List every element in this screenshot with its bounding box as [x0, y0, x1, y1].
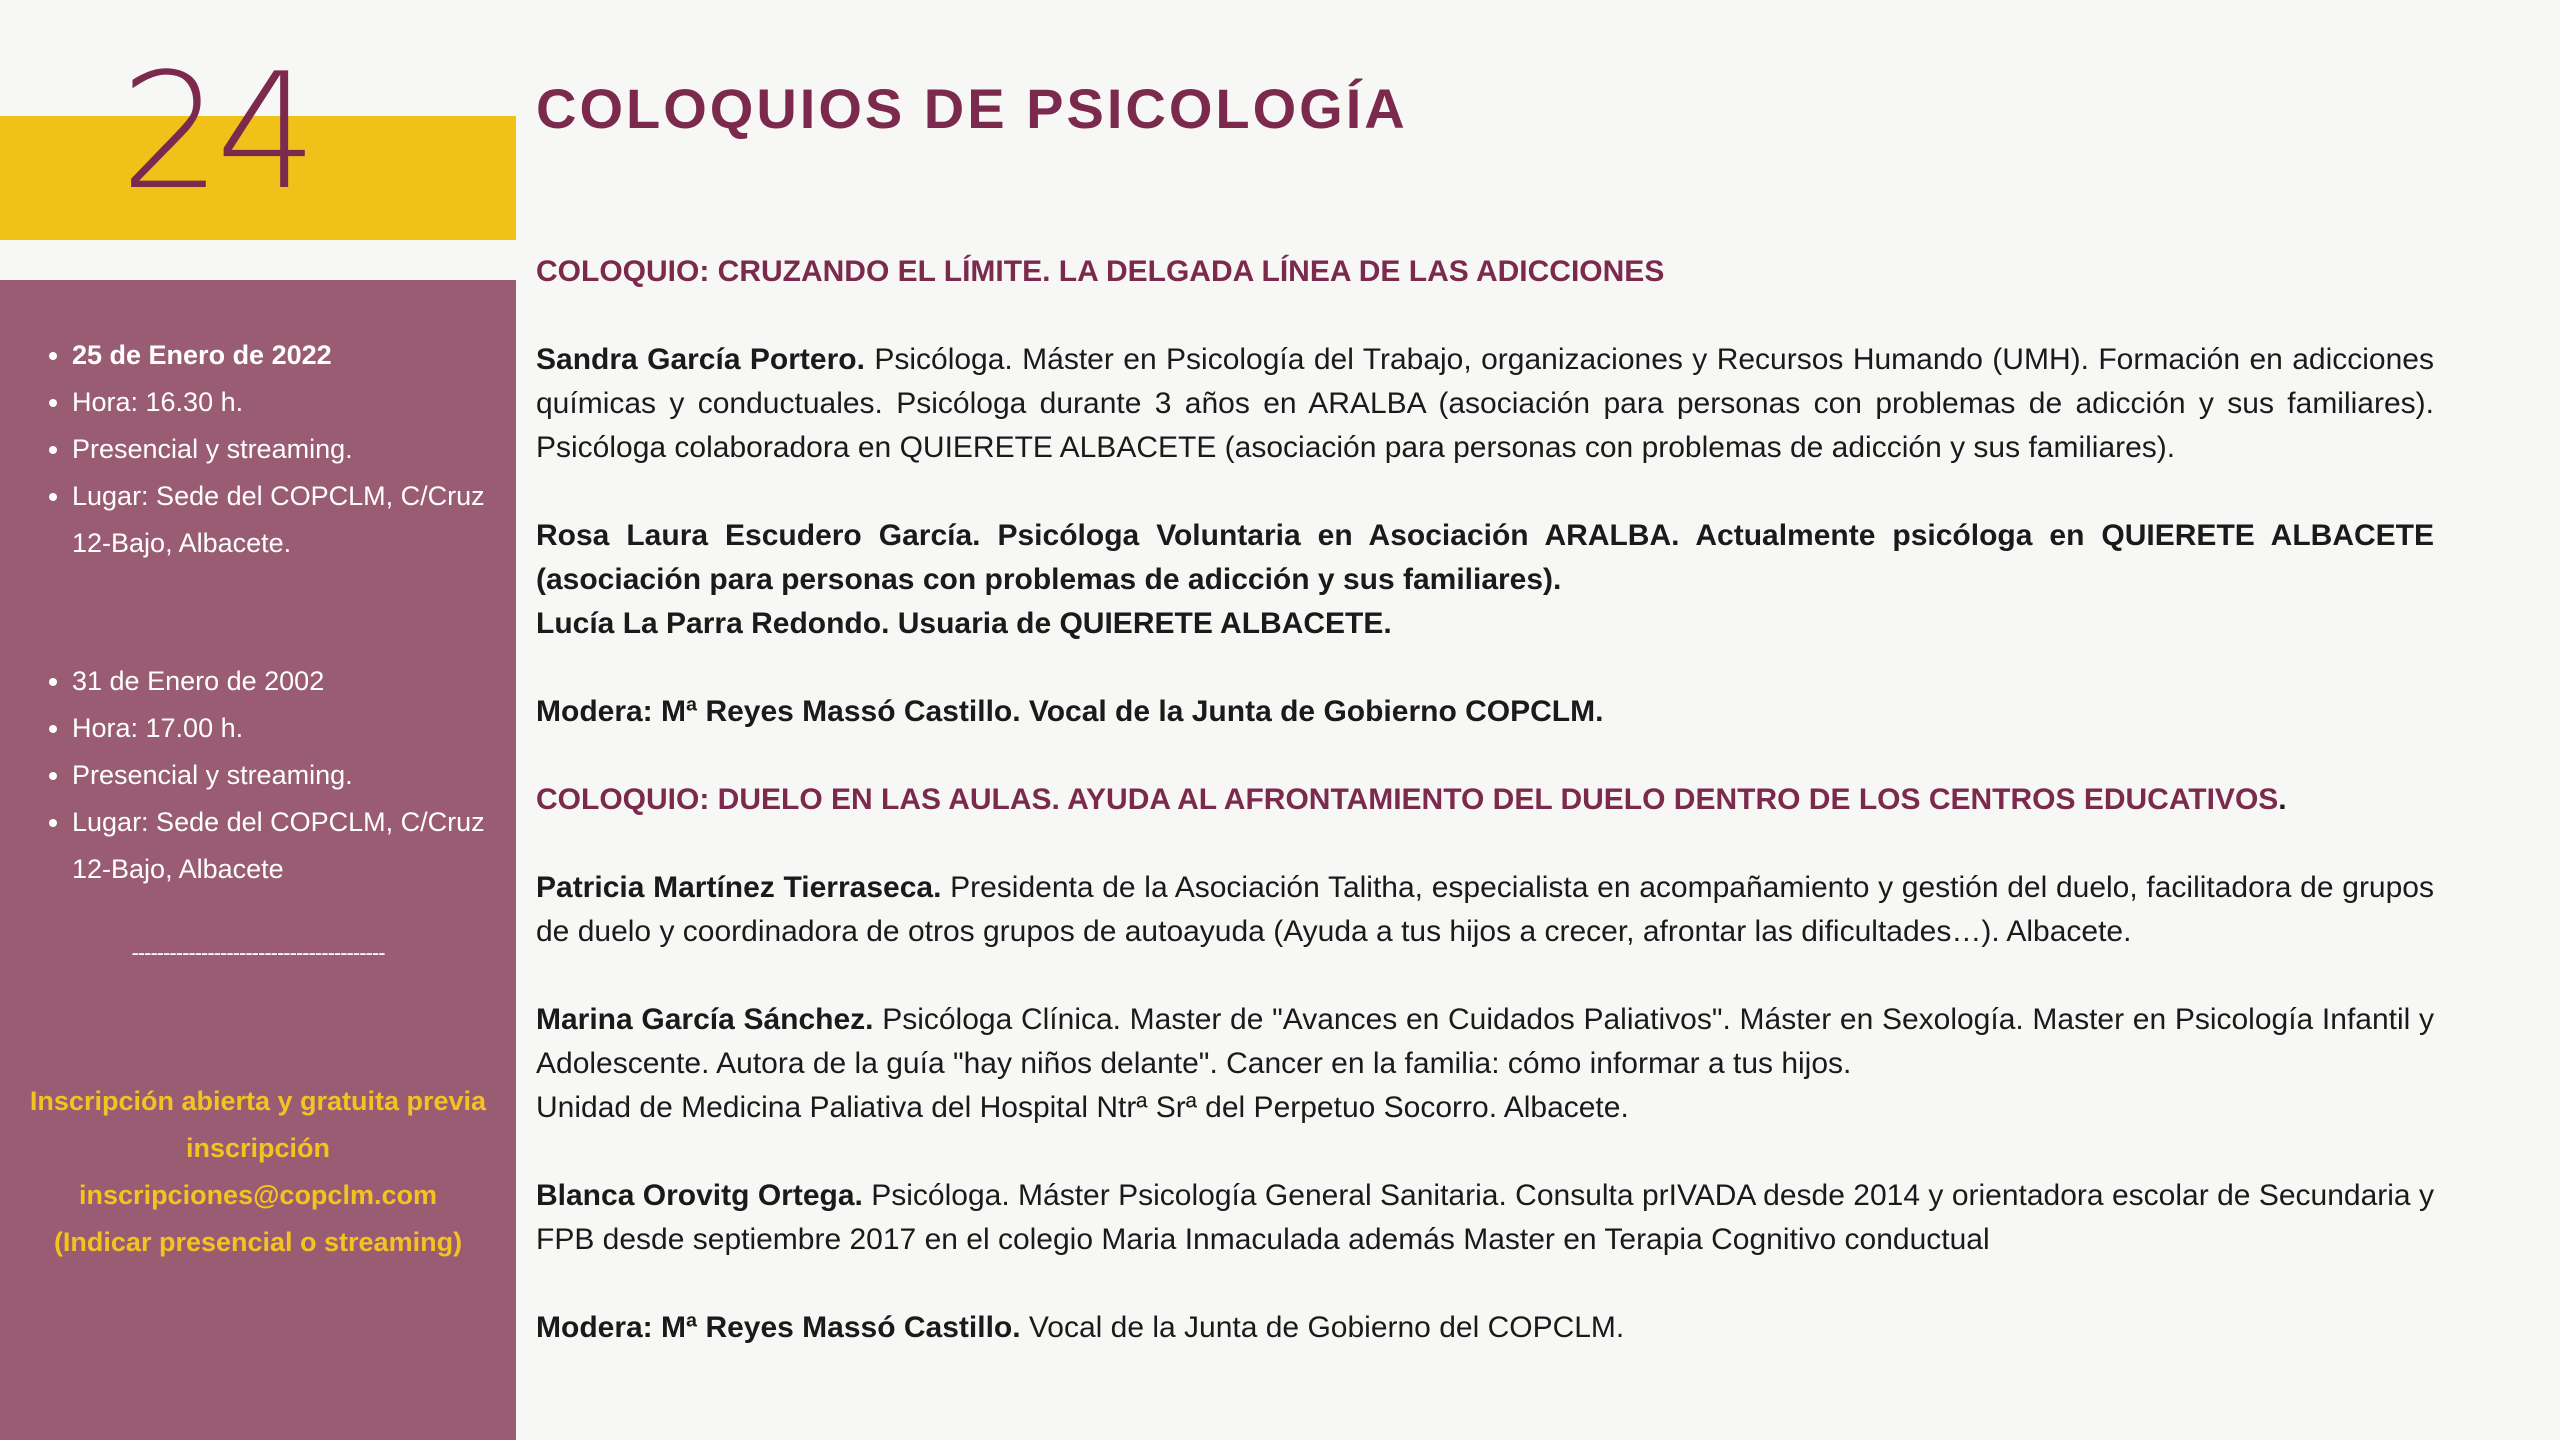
registration-note: (Indicar presencial o streaming)	[53, 1227, 463, 1257]
speaker-bio: Psicóloga Clínica. Master de "Avances en Cuidados Paliativos". Máster en Sexología. Master en Psicología Infantil y Adolescente. Autora de la guía "hay niños delante". Cancer en la familia: cómo informar a tus hijos.	[536, 1003, 2434, 1080]
speaker-bio: Psicóloga. Máster Psicología General Sanitaria. Consulta prIVADA desde 2014 y orientadora escolar de Secundaria y FPB desde septiembre 2017 en el colegio Maria Inmaculada además Master en Terapia Cognitivo conductual	[536, 1179, 2434, 1256]
event-2-location: • Lugar: Sede del COPCLM, C/Cruz 12-Bajo, Albacete	[72, 799, 492, 893]
speaker-name: Blanca Orovitg Ortega.	[536, 1179, 863, 1212]
event-2-date: • 31 de Enero de 2002	[72, 658, 492, 705]
day-number: 24	[120, 38, 312, 225]
speaker-lucia: Lucía La Parra Redondo. Usuaria de QUIERETE ALBACETE.	[536, 607, 1392, 640]
colloquium-2-heading	[536, 778, 2434, 822]
registration-text: Inscripción abierta y gratuita previa inscripción	[29, 1086, 487, 1163]
moderator-role: Vocal de la Junta de Gobierno del COPCLM.	[1020, 1311, 1625, 1344]
speaker-marina-affiliation: Unidad de Medicina Paliativa del Hospital Ntrª Srª del Perpetuo Socorro. Albacete.	[536, 1091, 1629, 1124]
registration-info	[0, 1078, 516, 1266]
speaker-bio: Psicóloga. Máster en Psicología del Trabajo, organizaciones y Recursos Humando (UMH). Formación en adicciones químicas y conductuales. Psicóloga durante 3 años en ARALBA (asociación para personas con problemas de adicción y sus familiares). Psicóloga colaboradora en QUIERETE ALBACETE (asociación para personas con problemas de adicción y sus familiares).	[536, 343, 2434, 464]
speaker-sandra	[536, 338, 2434, 470]
heading-period: .	[2278, 783, 2287, 816]
event-1-time: • Hora: 16.30 h.	[72, 379, 492, 426]
colloquium-1-heading: COLOQUIO: CRUZANDO EL LÍMITE. LA DELGADA LÍNEA DE LAS ADICCIONES	[536, 255, 1665, 288]
event-1-location: • Lugar: Sede del COPCLM, C/Cruz 12-Bajo, Albacete.	[72, 473, 492, 567]
speaker-name: Patricia Martínez Tierraseca.	[536, 871, 942, 904]
speaker-patricia	[536, 866, 2434, 954]
speaker-rosa: Rosa Laura Escudero García. Psicóloga Voluntaria en Asociación ARALBA. Actualmente psicóloga en QUIERETE ALBACETE (asociación para personas con problemas de adicción y sus familiares).	[536, 519, 2434, 596]
registration-email[interactable]: inscripciones@copclm.com	[79, 1180, 437, 1210]
event-2-details	[0, 658, 492, 893]
colloquium-2-heading-text: COLOQUIO: DUELO EN LAS AULAS. AYUDA AL AFRONTAMIENTO DEL DUELO DENTRO DE LOS CENTROS EDUCATIVOS	[536, 783, 2279, 816]
speaker-bio: Presidenta de la Asociación Talitha, especialista en acompañamiento y gestión del duelo, facilitadora de grupos de duelo y coordinadora de otros grupos de autoayuda (Ayuda a tus hijos a crecer, afrontar las dificultades…). Albacete.	[536, 871, 2434, 948]
speaker-blanca	[536, 1174, 2434, 1262]
page-title: COLOQUIOS DE PSICOLOGÍA	[536, 77, 1408, 140]
sidebar-divider: ----------------------------------------	[131, 940, 385, 965]
colloquium-2-moderator	[536, 1306, 2434, 1350]
speaker-name: Sandra García Portero.	[536, 343, 865, 376]
event-1-details	[0, 332, 492, 567]
colloquia-body	[536, 250, 2434, 1350]
event-2-time: • Hora: 17.00 h.	[72, 705, 492, 752]
event-sidebar	[0, 280, 516, 1440]
event-1-format: • Presencial y streaming.	[72, 426, 492, 473]
colloquium-1-moderator: Modera: Mª Reyes Massó Castillo. Vocal de la Junta de Gobierno COPCLM.	[536, 695, 1604, 728]
moderator-name: Modera: Mª Reyes Massó Castillo.	[536, 1311, 1021, 1344]
speaker-name: Marina García Sánchez.	[536, 1003, 874, 1036]
event-1-date: • 25 de Enero de 2022	[72, 332, 492, 379]
event-2-format: • Presencial y streaming.	[72, 752, 492, 799]
speaker-marina	[536, 998, 2434, 1086]
